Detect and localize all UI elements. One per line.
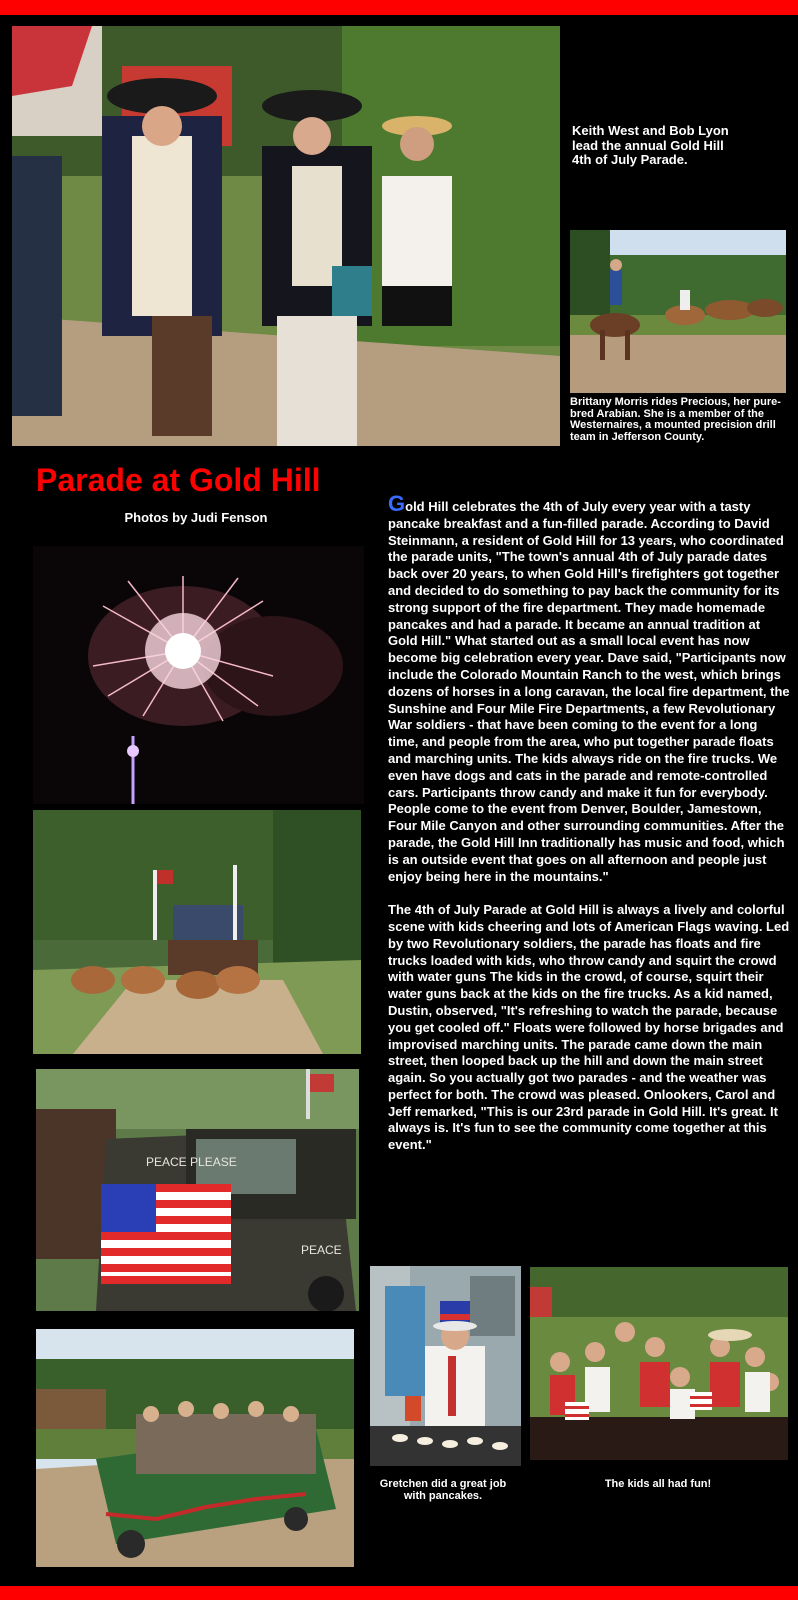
- photo-peace-jeep: [36, 1069, 359, 1311]
- bottom-red-bar: [0, 1586, 798, 1600]
- photo-credit: Photos by Judi Fenson: [124, 510, 268, 525]
- photo-fireworks: [33, 546, 364, 804]
- caption-gretchen: Gretchen did a great job with pancakes.: [379, 1478, 507, 1502]
- article-paragraph-1: [388, 491, 790, 885]
- sign-peace-please: PEACE PLEASE: [146, 1155, 237, 1169]
- article-paragraph-1-text: old Hill celebrates the 4th of July every year with a tasty pancake breakfast and a fun-filled parade. According to David Steinmann, a resident of Gold Hill for 13 years, who coordinated the parade units, "The town's annual 4th of July parade dates back over 20 years, to when Gold Hill's firefighters got together and decided to do something to pay back the community for its strong support of the fire department. They made homemade pancakes and had a parade. It became an annual tradition at Gold Hill." What started out as a small local event has now become big celebration every year. Dave said, "Participants now include the Colorado Mountain Ranch to the west, which brings dozens of horses in a long caravan, the local fire department, the Sunshine and Four Mile Fire Departments, a few Revolutionary War soldiers - that have been coming to the event for a long time, and people from the area, who put together parade floats and marching units. The kids always ride on the fire trucks. We even have dogs and cats in the parade and remote-controlled cars. Participants throw candy and make it fun for everybody. People come to the event from Denver, Boulder, Jamestown, Four Mile Canyon and other surrounding communities. After the parade, the Gold Hill Inn traditionally has music and food, which is an outside event that goes on all afternoon and people just enjoy being here in the mountains.": [388, 499, 790, 884]
- sign-peace: PEACE: [301, 1243, 342, 1257]
- photo-brittany-horse: [570, 230, 786, 393]
- photo-revolutionary-soldiers: [12, 26, 560, 446]
- top-red-bar: [0, 0, 798, 15]
- photo-hay-wagon: [36, 1329, 354, 1567]
- caption-kids: The kids all had fun!: [604, 1478, 712, 1490]
- article-paragraph-2: The 4th of July Parade at Gold Hill is always a lively and colorful scene with kids cheering and lots of American Flags waving. Led by two Revolutionary soldiers, the parade has floats and fire trucks loaded with kids, who throw candy and squirt the crowd with water guns The kids in the crowd, of course, squirt their water guns back at the kids on the fire trucks. As a kid named, Dustin, observed, "It's refreshing to watch the parade, because you get cooled off." Floats were followed by horse brigades and improvised marching units. The parade came down the main street, then looped back up the hill and down the main street again. So you actually got two parades - and the weather was perfect for both. The crowd was pleased. Onlookers, Carol and Jeff remarked, "This is our 23rd parade in Gold Hill. It's great. It always is. It's fun to see the community come together at this event.": [388, 902, 790, 1153]
- caption-keith-bob: Keith West and Bob Lyon lead the annual Gold Hill 4th of July Parade.: [572, 123, 729, 167]
- photo-gretchen-pancakes: [370, 1266, 521, 1466]
- caption-brittany: Brittany Morris rides Precious, her pure-bred Arabian. She is a member of the Westernaires, a mounted precision drill team in Jefferson County.: [570, 396, 781, 443]
- photo-kids-float: [530, 1267, 788, 1460]
- page-title: Parade at Gold Hill: [36, 462, 321, 498]
- photo-horse-wagon: [33, 810, 361, 1054]
- drop-cap: G: [388, 491, 406, 516]
- article-body: [388, 491, 790, 1154]
